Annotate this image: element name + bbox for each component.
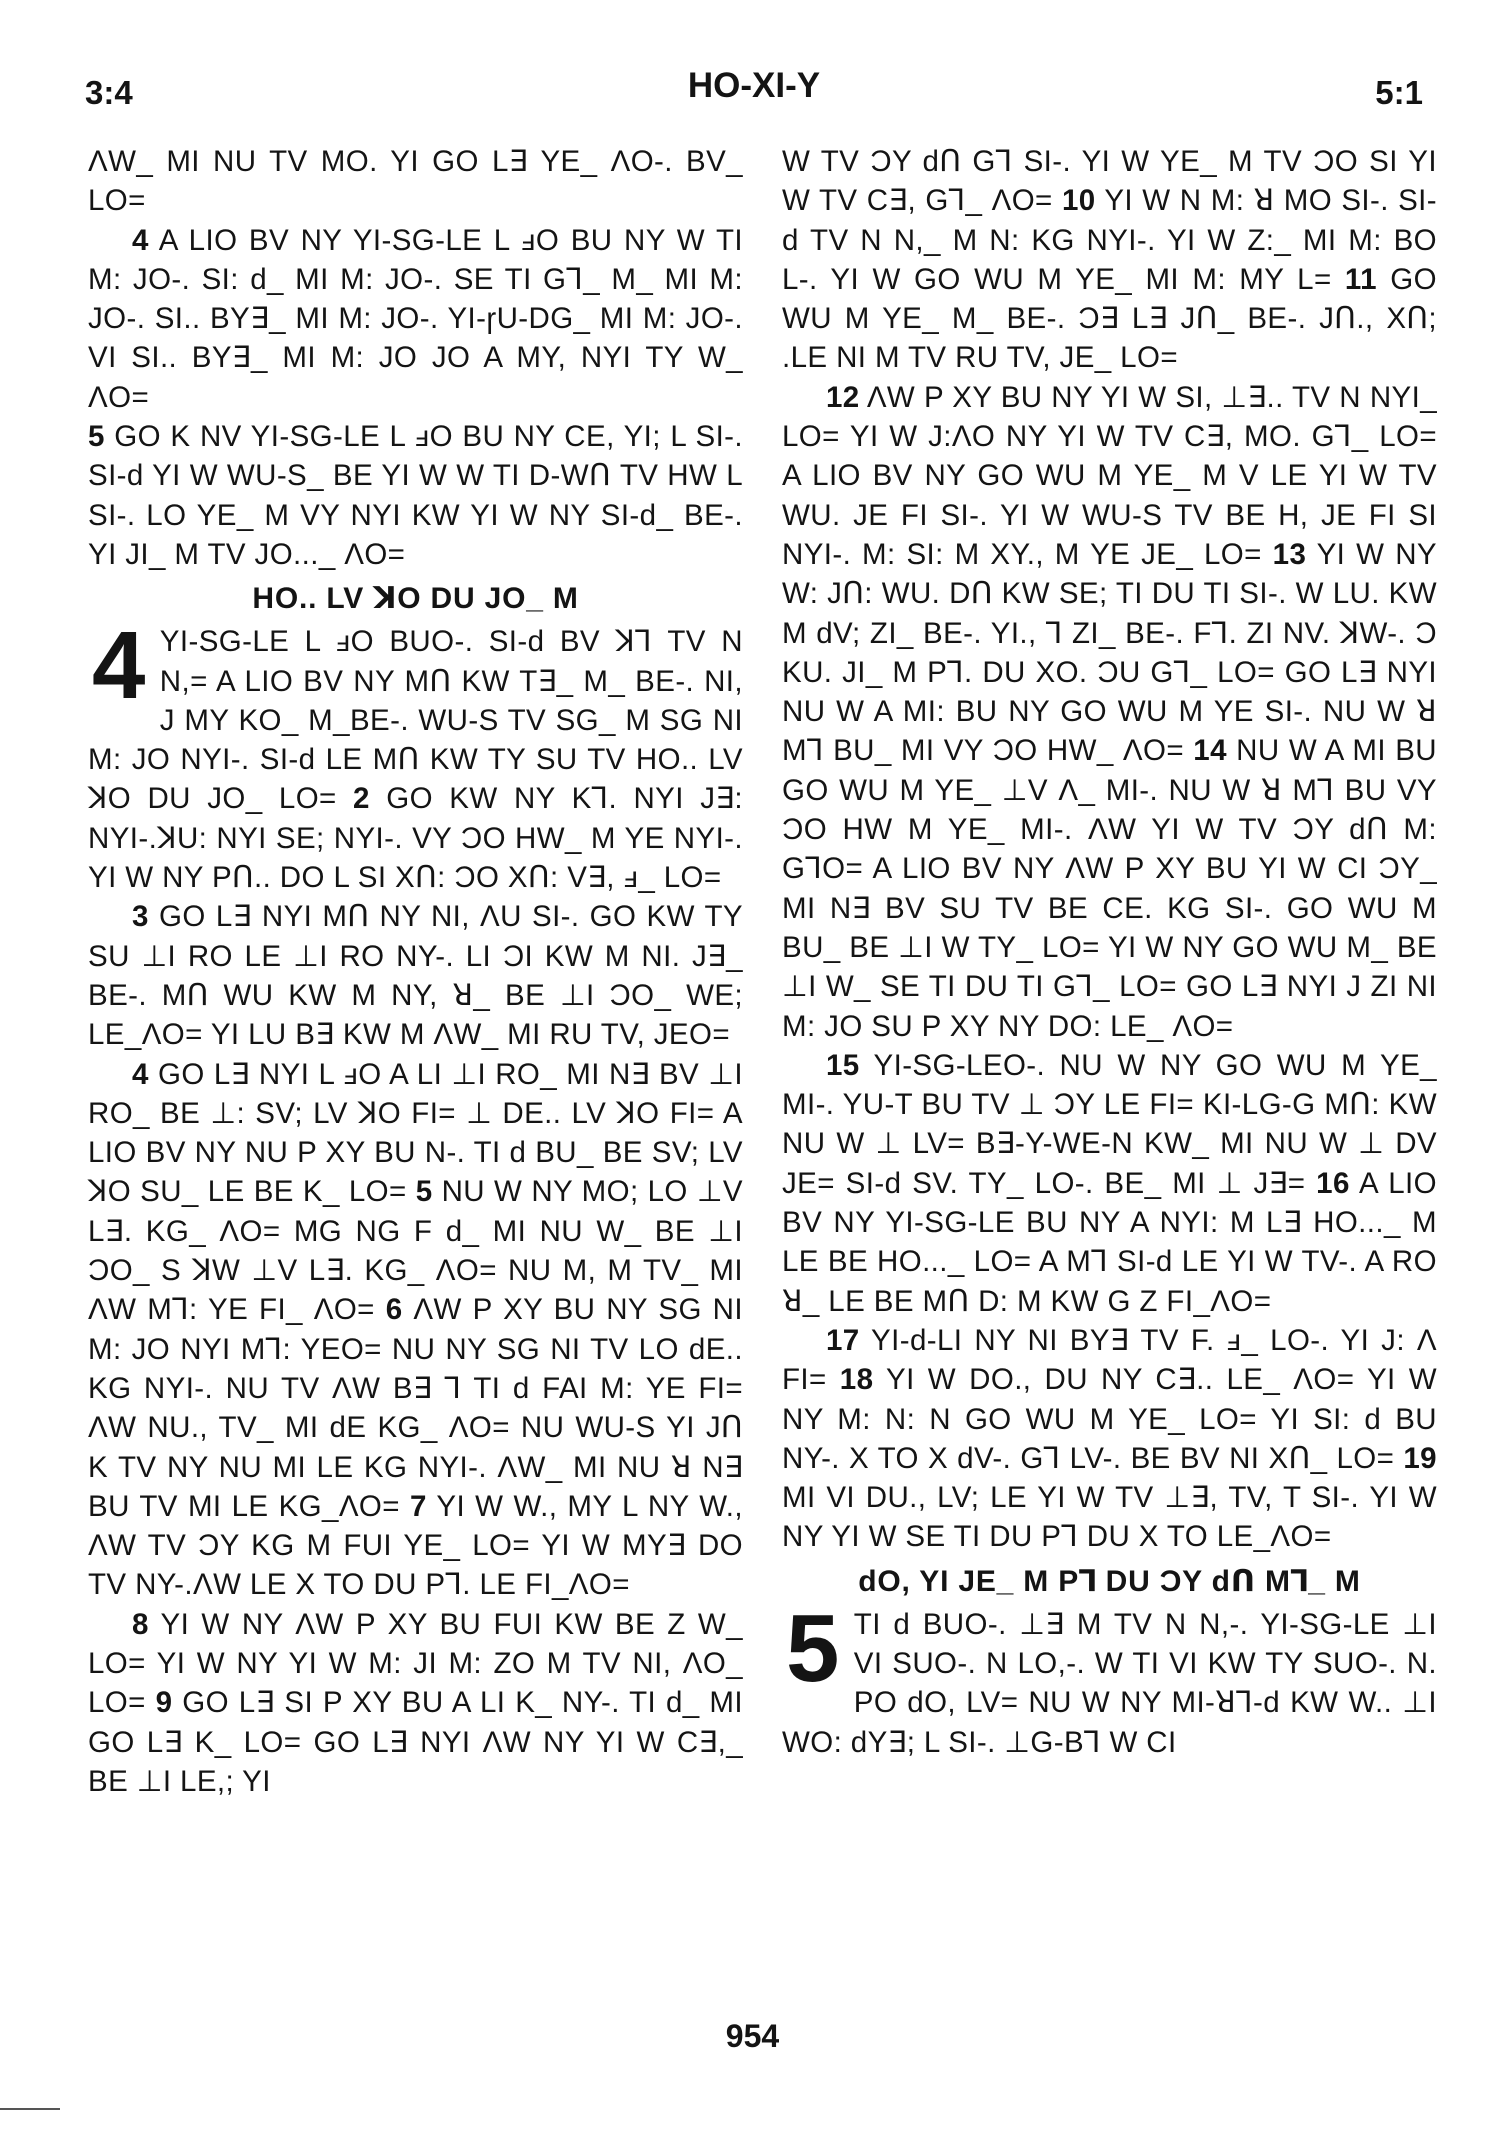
verse-number: 15 (826, 1048, 860, 1082)
verse-text: GO WU M YE_ M_ BE-. Ɔ∃ L∃ Jᑎ_ BE-. Jᑎ., Xᑎ; .LE NI M TV RU TV, JE_ LO= (782, 262, 1437, 375)
verse-text: TI d BUO-. ⊥∃ M TV N N,-. YI-SG-LE ⊥I VI SUO-. N LO,-. W TI VI KW TY SUO-. N. PO dO, LV= NU W NY MI-ꓤ⅂-d KW W.. ⊥I WO: dY∃; L SI-. ⊥G-B⅂ W CI (782, 1607, 1437, 1759)
header-book-title: HO-XI-Y (687, 66, 821, 105)
verse-4 (88, 221, 743, 417)
chapter-5-opening (782, 1594, 1437, 1762)
verse-8 (88, 1605, 743, 1801)
verse-text: YI W N M: ꓤ MO SI-. SI-d TV N N,_ M N: KG NYI-. YI W Z:_ MI M: BO L-. YI W GO WU M YE_ MI M: MY L= (782, 184, 1437, 296)
verse-text: GO KW NY K⅂. NYI J∃: NYI-.ꓘU: NYI SE; NYI-. VY ƆO HW_ M YE NYI-. YI W NY Pᑎ.. DO L SI Xᑎ: ƆO Xᑎ: V∃, ⅎ_ LO= (88, 782, 743, 895)
verse-number: 19 (1403, 1441, 1437, 1475)
verse-number: 3 (132, 900, 149, 934)
verse-3 (88, 897, 743, 1054)
paragraph-text: ΛW_ MI NU TV MO. YI GO L∃ YE_ ΛO-. BV_ LO= (88, 145, 743, 218)
verse-number: 18 (839, 1363, 874, 1397)
chapter-number: 4 (92, 612, 146, 720)
verse-number: 9 (155, 1686, 173, 1720)
verse-text: GO K NV YI-SG-LE L ⅎO BU NY CE, YI; L SI-. SI-d YI W WU-S_ BE YI W W TI D-Wᑎ TV HW L SI-. LO YE_ M VY NYI KW YI W NY SI-d_ BE-. YI JI_ M TV JO..._ ΛO= (88, 420, 743, 571)
verse-number: 5 (415, 1175, 433, 1209)
header-chapter-verse-end: 5:1 (1375, 74, 1423, 111)
verse-text: YI-d-LI NY NI BY∃ TV F. ⅎ_ LO-. YI J: Λ FI= (782, 1323, 1437, 1397)
section-heading-1: HO.. LV ꓘO DU JO_ M (252, 582, 579, 616)
verse-text: A LIO BV NY YI-SG-LE L ⅎO BU NY W TI M: JO-. SI: d_ MI M: JO-. SE TI G⅂_ M_ MI M: JO-. SI.. BY∃_ MI M: JO-. YI-ɼU-DG_ MI M: JO-. VI SI.. BY∃_ MI M: JO JO A MY, NYI TY W_ ΛO= (88, 223, 744, 414)
verse-number: 4 (132, 1057, 149, 1091)
header-chapter-verse-start: 3:4 (85, 74, 133, 111)
verse-number: 11 (1344, 262, 1377, 296)
verse-text: ΛW P XY BU NY YI W SI, ⊥∃.. TV N NYI_ LO= YI W J:ΛO NY YI W TV C∃, MO. G⅂_ LO= A LIO BV NY GO WU M YE_ M V LE YI W TV WU. JE FI SI-. YI W WU-S TV BE H, JE FI SI NYI-. M: SI: M XY., M YE JE_ LO= (782, 380, 1438, 571)
verse-number: 12 (826, 380, 860, 414)
verse-number: 8 (132, 1607, 149, 1641)
verse-text: W TV ƆY dᑎ G⅂ SI-. YI W YE_ M TV ƆO SI YI W TV C∃, G⅂_ ΛO= (782, 145, 1437, 218)
verse-text: MI VI DU., LV; LE YI W TV ⊥∃, TV, T SI-. YI W NY YI W SE TI DU P⅂ DU X TO LE_ΛO= (782, 1481, 1437, 1554)
paragraph-intro (88, 142, 743, 221)
verse-number: 2 (353, 782, 370, 816)
verse-number: 6 (385, 1293, 403, 1327)
verse-17 (782, 1321, 1437, 1557)
chapter-number: 5 (786, 1594, 840, 1702)
verse-5 (88, 417, 743, 574)
left-column (88, 142, 743, 1801)
paragraph-continued (782, 142, 1437, 378)
verse-number: 10 (1061, 184, 1096, 218)
verse-number: 7 (410, 1489, 427, 1523)
verse-text: GO L∃ NYI Mᑎ NY NI, ΛU SI-. GO KW TY SU ⊥I RO LE ⊥I RO NY-. LI ƆI KW M NI. J∃_ BE-. Mᑎ WU KW M NY, ꓤ_ BE ⊥I ƆO_ WE; LE_ΛO= YI LU B∃ KW M ΛW_ MI RU TV, JEO= (88, 900, 743, 1052)
verse-text: YI W NY ΛW P XY BU FUI KW BE Z W_ LO= YI W NY YI W M: JI M: ZO M TV NI, ΛO_ LO= (88, 1607, 743, 1720)
verse-text: GO L∃ NYI L ⅎO A LI ⊥I RO_ MI N∃ BV ⊥I RO_ BE ⊥: SV; LV ꓘO FI= ⊥ DE.. LV ꓘO FI= A LIO BV NY NU P XY BU N-. TI d BU_ BE SV; LV ꓘO SU_ LE BE K_ LO= (88, 1057, 743, 1209)
verse-text: YI-SG-LEO-. NU W NY GO WU M YE_ MI-. YU-T BU TV ⊥ ƆY LE FI= KI-LG-G Mᑎ: KW NU W ⊥ LV= B∃-Y-WE-N KW_ MI NU W ⊥ DV JE= SI-d SV. TY_ LO-. BE_ MI ⊥ J∃= (782, 1048, 1437, 1200)
verse-number: 4 (132, 223, 149, 257)
verse-text: YI W NY W: Jᑎ: WU. Dᑎ KW SE; TI DU TI SI-. W LU. KW M dV; ZI_ BE-. YI., ⅂ ZI_ BE-. F⅂. ZI NV. ꓘW-. Ɔ KU. JI_ M P⅂. DU XO. ƆU G⅂_ LO= GO L∃ NYI NU W A MI: BU NY GO WU M YE SI-. NU W ꓤ M⅂ BU_ MI VY ƆO HW_ ΛO= (782, 537, 1437, 768)
verse-number: 5 (88, 420, 105, 454)
verse-number: 13 (1272, 537, 1307, 571)
verse-text: GO L∃ SI P XY BU A LI K_ NY-. TI d_ MI GO L∃ K_ LO= GO L∃ NYI ΛW NY YI W C∃,_ BE ⊥I LE,; YI (88, 1686, 743, 1798)
verse-number: 14 (1193, 734, 1227, 768)
verse-number: 17 (826, 1323, 860, 1357)
section-heading-2: dO, YI JE_ M P⅂ DU ƆY dᑎ M⅂_ M (858, 1564, 1361, 1598)
verse-4b (88, 1055, 743, 1605)
scan-edge-line (0, 2108, 60, 2110)
verse-text: NU W NY MO; LO ⊥V L∃. KG_ ΛO= MG NG F d_ MI NU W_ BE ⊥I ƆO_ S ꓘW ⊥V L∃. KG_ ΛO= NU M, M TV_ MI ΛW M⅂: YE FI_ ΛO= (88, 1175, 743, 1327)
verse-text: A LIO BV NY YI-SG-LE BU NY A NYI: M L∃ HO..._ M LE BE HO..._ LO= A M⅂ SI-d LE YI W TV-. A RO ꓤ_ LE BE Mᑎ D: M KW G Z FI_ΛO= (782, 1166, 1437, 1318)
verse-text: YI W W., MY L NY W., ΛW TV ƆY KG M FUI YE_ LO= YI W MY∃ DO TV NY-.ΛW LE X TO DU P⅂. LE FI_ΛO= (88, 1489, 743, 1602)
verse-text: NU W A MI BU GO WU M YE_ ⊥V Λ_ MI-. NU W ꓤ M⅂ BU VY ƆO HW M YE_ MI-. ΛW YI W TV ƆY dᑎ M: G⅂O= A LIO BV NY ΛW P XY BU YI W CI ƆY_ MI N∃ BV SU TV BE CE. KG SI-. GO WU M BU_ BE ⊥I W TY_ LO= YI W NY GO WU M_ BE ⊥I W_ SE TI DU TI G⅂_ LO= GO L∃ NYI J ZI NI M: JO SU P XY NY DO: LE_ ΛO= (782, 734, 1437, 1043)
verse-text: YI-SG-LE L ⅎO BUO-. SI-d BV ꓘ⅂ TV N N,= A LIO BV NY Mᑎ KW T∃_ M_ BE-. NI, J MY KO_ M_BE-. WU-S TV SG_ M SG NI M: JO NYI-. SI-d LE Mᑎ KW TY SU TV HO.. LV ꓘO DU JO_ LO= (88, 625, 743, 816)
page-number: 954 (725, 2018, 780, 2054)
running-header (85, 62, 1423, 112)
verse-text: YI W DO., DU NY C∃.. LE_ ΛO= YI W NY M: N: N GO WU M YE_ LO= YI SI: d BU NY-. X TO X dV-. G⅂ LV-. BE BV NI Xᑎ_ LO= (782, 1363, 1437, 1475)
right-column (782, 142, 1437, 1762)
verse-text: ΛW P XY BU NY SG NI M: JO NYI M⅂: YEO= NU NY SG NI TV LO dE.. KG NYI-. NU TV ΛW B∃ ⅂ TI d FAI M: YE FI= ΛW NU., TV_ MI dE KG_ ΛO= NU WU-S YI Jᑎ K TV NY NU MI LE KG NYI-. ΛW_ MI NU ꓤ N∃ BU TV MI LE KG_ΛO= (88, 1293, 743, 1523)
verse-number: 16 (1316, 1166, 1350, 1200)
verse-12 (782, 378, 1437, 1046)
chapter-4-opening (88, 612, 743, 897)
verse-15 (782, 1046, 1437, 1321)
